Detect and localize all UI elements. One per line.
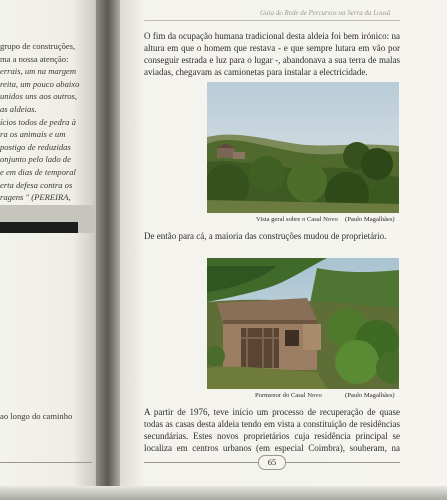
left-page-line: ra os animais e um: [0, 129, 66, 140]
book-bottom-edge: [0, 486, 447, 500]
left-page-line: grupo de construções,: [0, 41, 76, 51]
header-rule: [144, 20, 400, 21]
photo-general-view-image: [207, 82, 399, 213]
photo-general-view-caption: Vista geral sobre o Casal Novo: [256, 216, 338, 223]
paragraph-line: secundárias. Estes novos proprietários cuja residência principal se: [144, 431, 400, 441]
paragraph-line: O fim da ocupação humana tradicional desta aldeia foi bem irónico: na: [144, 31, 400, 41]
footer-rule-left: [144, 462, 258, 463]
paragraph-line: todas as casas desta aldeia tendo em vista a constituição de residências: [144, 419, 400, 429]
left-page-line: errais, um na margem: [0, 66, 77, 77]
footer-rule-right: [285, 462, 400, 463]
paragraph-line: aviadas, chegavam as camionetas para instalar a electricidade.: [144, 67, 368, 77]
paragraph-line: conseguir estrada e luz para o lugar -, abandonava a sua terra de malas: [144, 55, 400, 65]
left-page-line: reita, um pouco abaixo: [0, 78, 80, 89]
photo-general-view: [207, 82, 399, 213]
left-page-line: erta defesa contra os: [0, 179, 73, 190]
paragraph-line: altura em que o homem que restava - e que sempre lutara em vão por: [144, 43, 400, 53]
photo-general-view-credit: (Paulo Magalhães): [345, 216, 395, 223]
left-page-line: ícios todos de pedra à: [0, 116, 76, 127]
left-page-footer-rule: [0, 462, 92, 463]
left-page-bottom-line: ao longo do caminho: [0, 411, 73, 421]
paragraph-intro: [144, 30, 400, 78]
page-number: 65: [258, 455, 286, 470]
running-header: Guia do Rede de Percursos na Serra da Lousã: [260, 9, 391, 17]
left-page-black-bar: [0, 222, 78, 233]
photo-detail: [207, 258, 399, 389]
paragraph-line: A partir de 1976, teve início um processo de recuperação de quase: [144, 407, 400, 417]
left-page-line: postigo de reduzidas: [0, 141, 71, 152]
left-page-line: unidos uns aos outros,: [0, 91, 78, 102]
photo-detail-credit: (Paulo Magalhães): [345, 392, 395, 399]
left-page-line: onjunto pelo lado de: [0, 154, 71, 165]
paragraph-line: localiza em centros urbanos (em especial Coimbra), souberam, na: [144, 443, 400, 453]
left-page-line: as aldeias.: [0, 103, 37, 114]
photo-detail-image: [207, 258, 399, 389]
left-page-line: ragens " (PEREIRA,: [0, 192, 71, 203]
left-page-text: [0, 40, 100, 204]
left-page-line: ma a nossa atenção:: [0, 53, 69, 64]
paragraph-line: De então para cá, a maioria das construções mudou de proprietário.: [144, 231, 387, 241]
paragraph-ownership: [144, 230, 400, 242]
left-page-line: e em dias de temporal: [0, 166, 76, 177]
photo-detail-caption: Pormenor do Casal Novo: [255, 392, 322, 399]
left-page: [0, 0, 104, 500]
paragraph-recovery: [144, 406, 400, 454]
